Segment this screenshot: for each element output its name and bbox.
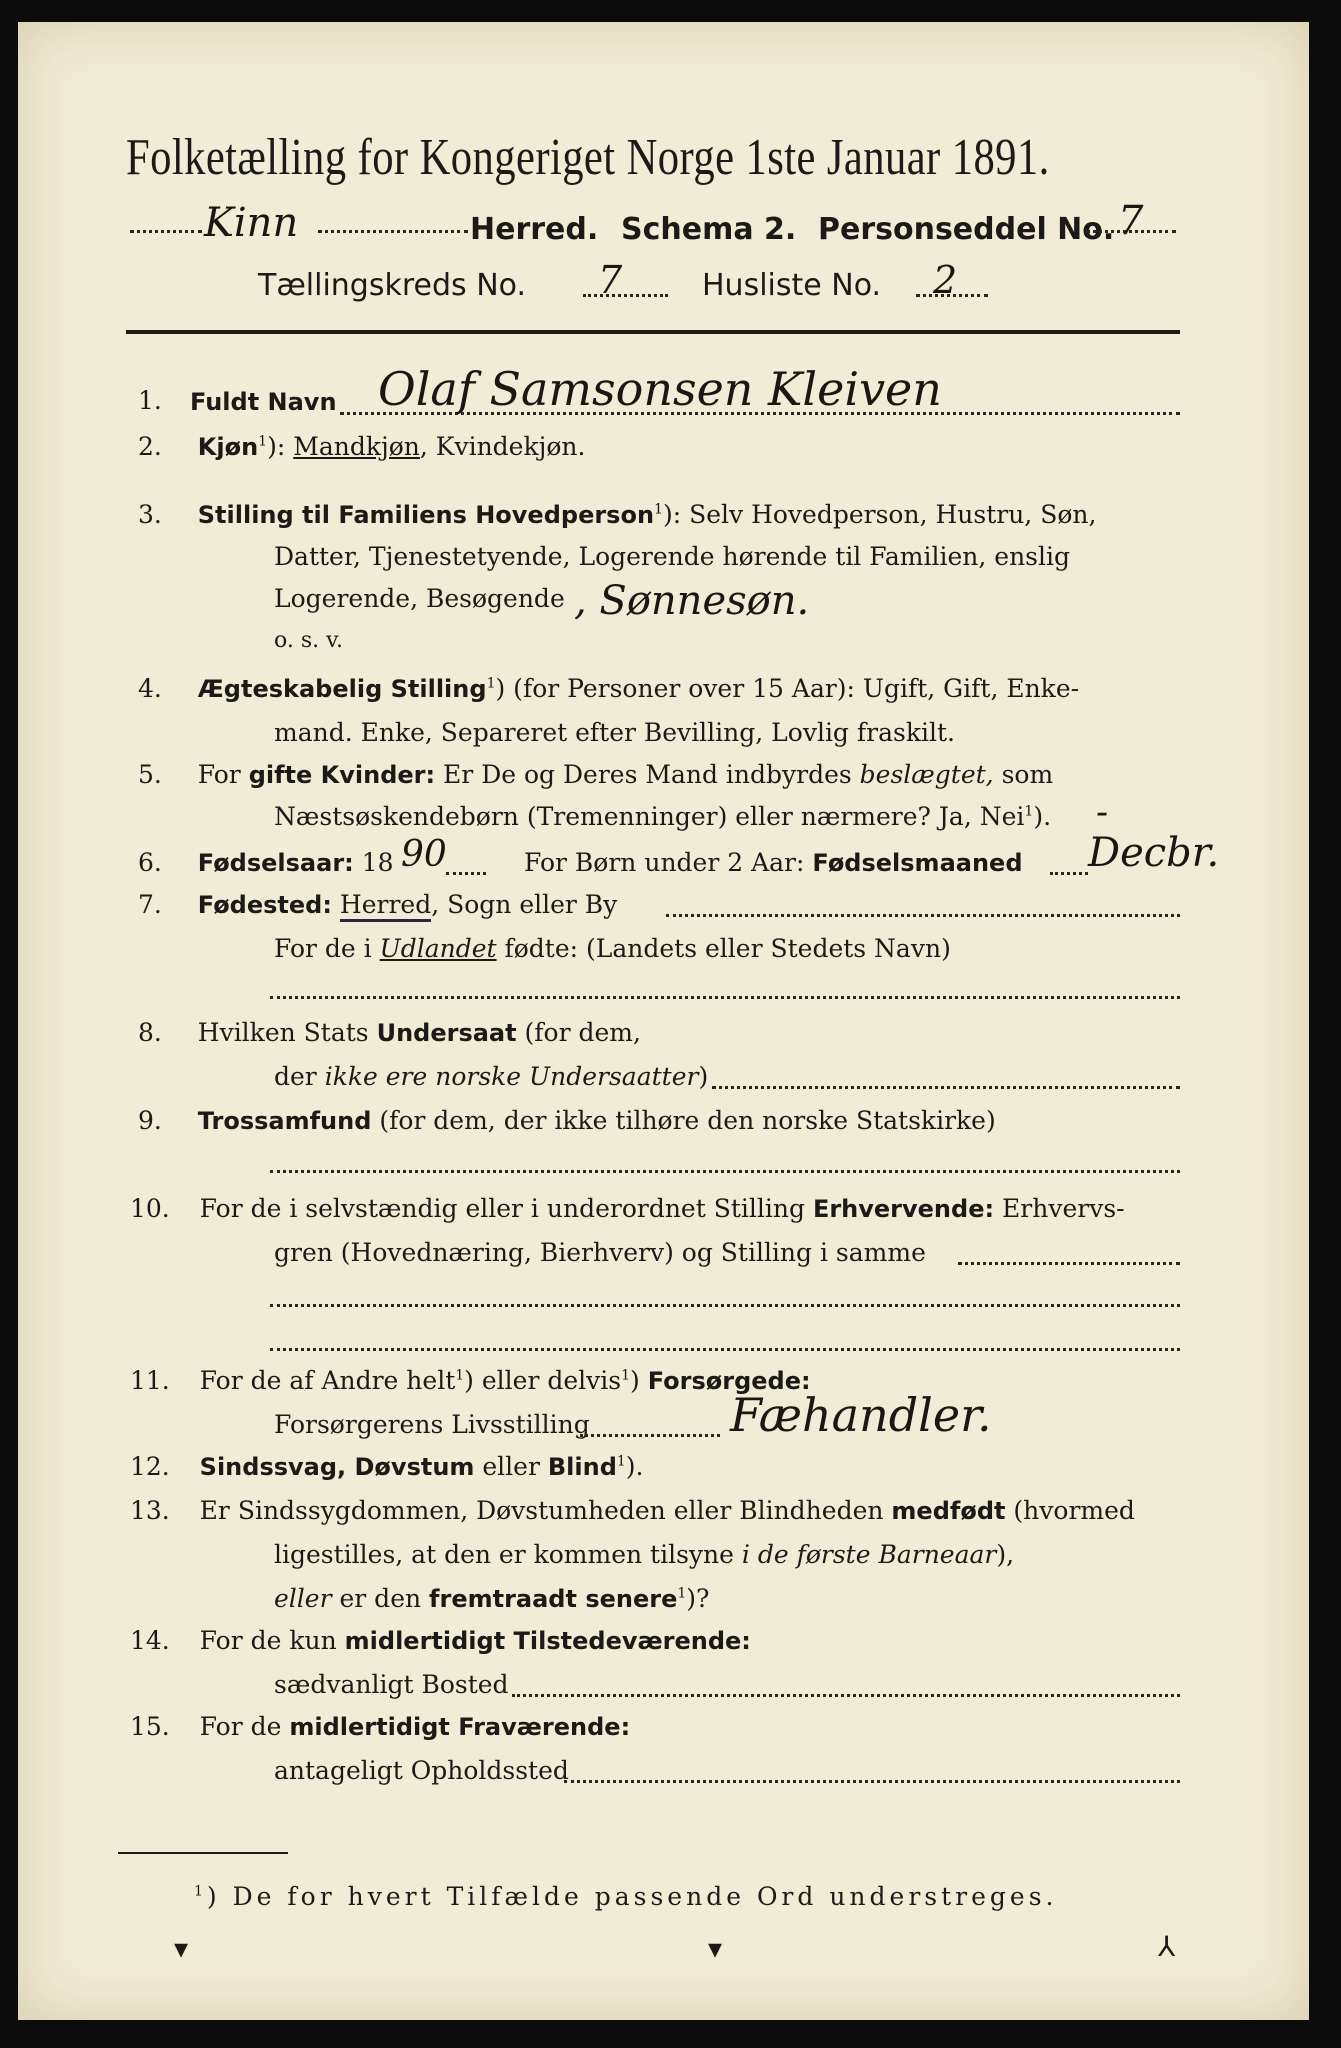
kreds-dots — [583, 294, 668, 297]
q11-sup-2: 1 — [621, 1367, 631, 1384]
header-rule — [126, 330, 1180, 334]
q15-row — [130, 1712, 630, 1741]
personseddel-value: 7 — [1118, 198, 1144, 244]
q13-row — [130, 1496, 1135, 1525]
q15-label: midlertidigt Fraværende: — [289, 1713, 631, 1741]
q10-label: Erhvervende: — [812, 1195, 995, 1223]
q3-sup: 1 — [654, 501, 663, 518]
q5-sup: 1 — [1024, 803, 1034, 820]
q13-line2-it: i de første Barneaar — [741, 1540, 997, 1569]
q7-line2-post: fødte: (Landets eller Stedets Navn) — [496, 934, 951, 963]
q15-line2: antageligt Opholdssted — [274, 1756, 569, 1785]
q13-rest: (hvormed — [1005, 1496, 1135, 1525]
q6-mid-row — [524, 848, 1023, 877]
q9-dots — [270, 1170, 1180, 1173]
q7-dots-2 — [270, 996, 1180, 999]
q13-line2-pre: ligestilles, at den er kommen tilsyne — [274, 1540, 742, 1569]
q3-number: 3. — [138, 500, 162, 529]
q3-line2: Datter, Tjenestetyende, Logerende hørende til Familien, enslig — [274, 542, 1071, 571]
q12-end: ). — [625, 1452, 644, 1481]
q11-mid: ) eller delvis — [464, 1366, 622, 1395]
q2-row — [138, 432, 585, 461]
q3-row — [138, 500, 1096, 529]
husliste-value: 2 — [933, 258, 958, 302]
q12-mid: eller — [474, 1452, 548, 1481]
q11-label: Forsørgede: — [647, 1367, 811, 1395]
page-title: Folketælling for Kongeriget Norge 1ste Januar 1891. — [126, 129, 1050, 186]
q5-beslaegtet: beslægtet, — [859, 760, 994, 789]
q5-row2 — [274, 802, 1051, 831]
q6-year-prefix: 18 — [353, 848, 394, 877]
q7-line2-pre: For de i — [274, 934, 380, 963]
q10-dots-2 — [270, 1304, 1180, 1307]
q1-label: Fuldt Navn — [190, 388, 337, 416]
q7-opt-herred: Herred — [340, 890, 431, 922]
q4-row — [138, 674, 1079, 703]
q14-label: midlertidigt Tilstedeværende: — [344, 1627, 751, 1655]
q6-month-dots — [1050, 872, 1088, 875]
q8-row — [138, 1018, 641, 1047]
q11-dots — [580, 1434, 720, 1437]
q14-pre: For de kun — [199, 1626, 345, 1655]
q13-row3 — [274, 1584, 709, 1613]
q8-line2-it: ikke ere norske Undersaatter — [324, 1062, 699, 1091]
husliste-label: Husliste No. — [702, 268, 882, 303]
q5-row — [138, 760, 1053, 789]
q14-line2: sædvanligt Bosted — [274, 1670, 509, 1699]
q4-line2: mand. Enke, Separeret efter Bevilling, Lovlig fraskilt. — [274, 718, 955, 747]
q11-end: ) — [630, 1366, 648, 1395]
q12-row — [130, 1452, 644, 1481]
q1-value: Olaf Samsonsen Kleiven — [378, 362, 942, 416]
q2-label: Kjøn — [197, 433, 259, 461]
q13-line3-bold: fremtraadt senere — [429, 1585, 678, 1613]
q5-line1-end: som — [993, 760, 1054, 789]
q7-label: Fødested: — [197, 891, 332, 919]
q2-number: 2. — [138, 432, 162, 461]
q10-rest: Erhvervs- — [994, 1194, 1125, 1223]
kreds-label: Tællingskreds No. — [258, 268, 526, 303]
q13-sup: 1 — [677, 1585, 687, 1602]
q11-pre: For de af Andre helt — [199, 1366, 456, 1395]
q4-sup: 1 — [486, 675, 496, 692]
q6-mid: For Børn under 2 Aar: — [524, 848, 813, 877]
q13-label: medfødt — [891, 1497, 1006, 1525]
q6-year-dots — [446, 872, 486, 875]
q4-label: Ægteskabelig Stilling — [197, 675, 487, 703]
herred-value: Kinn — [204, 200, 299, 246]
q15-dots — [564, 1780, 1180, 1783]
q8-rest: (for dem, — [516, 1018, 641, 1047]
q10-row — [130, 1194, 1125, 1223]
kreds-value: 7 — [598, 258, 623, 302]
q13-line3-mid: er den — [331, 1584, 430, 1613]
q13-pre: Er Sindssygdommen, Døvstumheden eller Blindheden — [199, 1496, 892, 1525]
q7-row — [138, 890, 617, 919]
q11-row — [130, 1366, 811, 1395]
corner-mark-left-icon: ▾ — [174, 1932, 189, 1965]
q2-sup: 1 — [258, 433, 268, 450]
q3-line3: Logerende, Besøgende — [274, 584, 565, 613]
q11-line2: Forsørgerens Livsstilling — [274, 1410, 590, 1439]
q8-line2-post: ) — [698, 1062, 709, 1091]
q6-label: Fødselsaar: — [197, 849, 354, 877]
personseddel-label: Personseddel No. — [818, 212, 1115, 247]
q5-label: gifte Kvinder: — [248, 761, 436, 789]
q8-number: 8. — [138, 1018, 162, 1047]
q6-month-label: Fødselsmaaned — [812, 849, 1023, 877]
q13-line3-end: )? — [686, 1584, 710, 1613]
q1-number: 1. — [138, 386, 162, 415]
q3-value: , Sønnesøn. — [574, 578, 810, 624]
q11-number: 11. — [130, 1366, 170, 1395]
q6-number: 6. — [138, 848, 162, 877]
q4-line1: ) (for Personer over 15 Aar): Ugift, Gift, Enke- — [495, 674, 1080, 703]
q11-sup-1: 1 — [455, 1367, 465, 1384]
q12-label-blind: Blind — [547, 1453, 617, 1481]
q5-line2: Næstsøskendebørn (Tremenninger) eller nærmere? Ja, Nei — [274, 802, 1025, 831]
q2-rest: ): — [267, 432, 294, 461]
q5-number: 5. — [138, 760, 162, 789]
q13-eller: eller — [274, 1584, 332, 1613]
q12-sup: 1 — [616, 1453, 626, 1470]
q8-pre: Hvilken Stats — [197, 1018, 377, 1047]
corner-mark-right-icon: ⅄ — [1158, 1930, 1176, 1963]
q3-line4: o. s. v. — [274, 628, 343, 653]
q14-row — [130, 1626, 751, 1655]
q7-rest: , Sogn eller By — [431, 890, 618, 919]
q2-opt-mandkjon: Mandkjøn — [293, 432, 420, 461]
herred-dots-2 — [318, 230, 468, 233]
q10-line2: gren (Hovednæring, Bierhverv) og Stilling i samme — [274, 1238, 926, 1267]
q6-row — [138, 848, 394, 877]
q14-number: 14. — [130, 1626, 170, 1655]
q9-row — [138, 1106, 996, 1135]
q4-number: 4. — [138, 674, 162, 703]
q8-dots — [712, 1086, 1180, 1089]
q15-pre: For de — [199, 1712, 290, 1741]
q11-value: Fæhandler. — [730, 1388, 992, 1442]
q8-label: Undersaat — [376, 1019, 517, 1047]
q15-number: 15. — [130, 1712, 170, 1741]
q5-value: - — [1096, 792, 1109, 833]
q10-dots-3 — [270, 1348, 1180, 1351]
q9-label: Trossamfund — [197, 1107, 372, 1135]
q7-dots — [666, 914, 1180, 917]
q8-line2-pre: der — [274, 1062, 325, 1091]
q5-line2-end: ). — [1033, 802, 1052, 831]
q6-month-value: Decbr. — [1088, 830, 1220, 876]
q14-dots — [512, 1694, 1180, 1697]
footnote-text: ) De for hvert Tilfælde passende Ord understreges. — [206, 1882, 1058, 1911]
q12-label: Sindssvag, Døvstum — [199, 1453, 475, 1481]
q5-pre: For — [197, 760, 249, 789]
herred-dots — [130, 230, 202, 233]
q9-rest: (for dem, der ikke tilhøre den norske Statskirke) — [371, 1106, 996, 1135]
footnote-sup: 1 — [194, 1883, 207, 1900]
q2-opt-kvindekjon: , Kvindekjøn. — [419, 432, 586, 461]
q13-number: 13. — [130, 1496, 170, 1525]
q3-label: Stilling til Familiens Hovedperson — [197, 501, 655, 529]
herred-label: Herred. — [470, 212, 599, 247]
q10-dots — [958, 1262, 1180, 1265]
corner-mark-center-icon: ▾ — [708, 1932, 723, 1965]
q7-number: 7. — [138, 890, 162, 919]
q10-pre: For de i selvstændig eller i underordnet Stilling — [199, 1194, 813, 1223]
footnote — [194, 1882, 1057, 1911]
q9-number: 9. — [138, 1106, 162, 1135]
q7-row2 — [274, 934, 951, 963]
q6-year-value: 90 — [401, 834, 447, 875]
census-form — [18, 22, 1309, 2020]
schema-label: Schema 2. — [621, 212, 797, 247]
q12-number: 12. — [130, 1452, 170, 1481]
q8-row2 — [274, 1062, 708, 1091]
q5-line1: Er De og Deres Mand indbyrdes — [435, 760, 860, 789]
q7-udlandet: Udlandet — [379, 934, 497, 963]
q13-line2-post: ), — [996, 1540, 1015, 1569]
footnote-rule — [118, 1852, 288, 1854]
q13-row2 — [274, 1540, 1014, 1569]
q3-line1: ): Selv Hovedperson, Hustru, Søn, — [662, 500, 1097, 529]
q10-number: 10. — [130, 1194, 170, 1223]
